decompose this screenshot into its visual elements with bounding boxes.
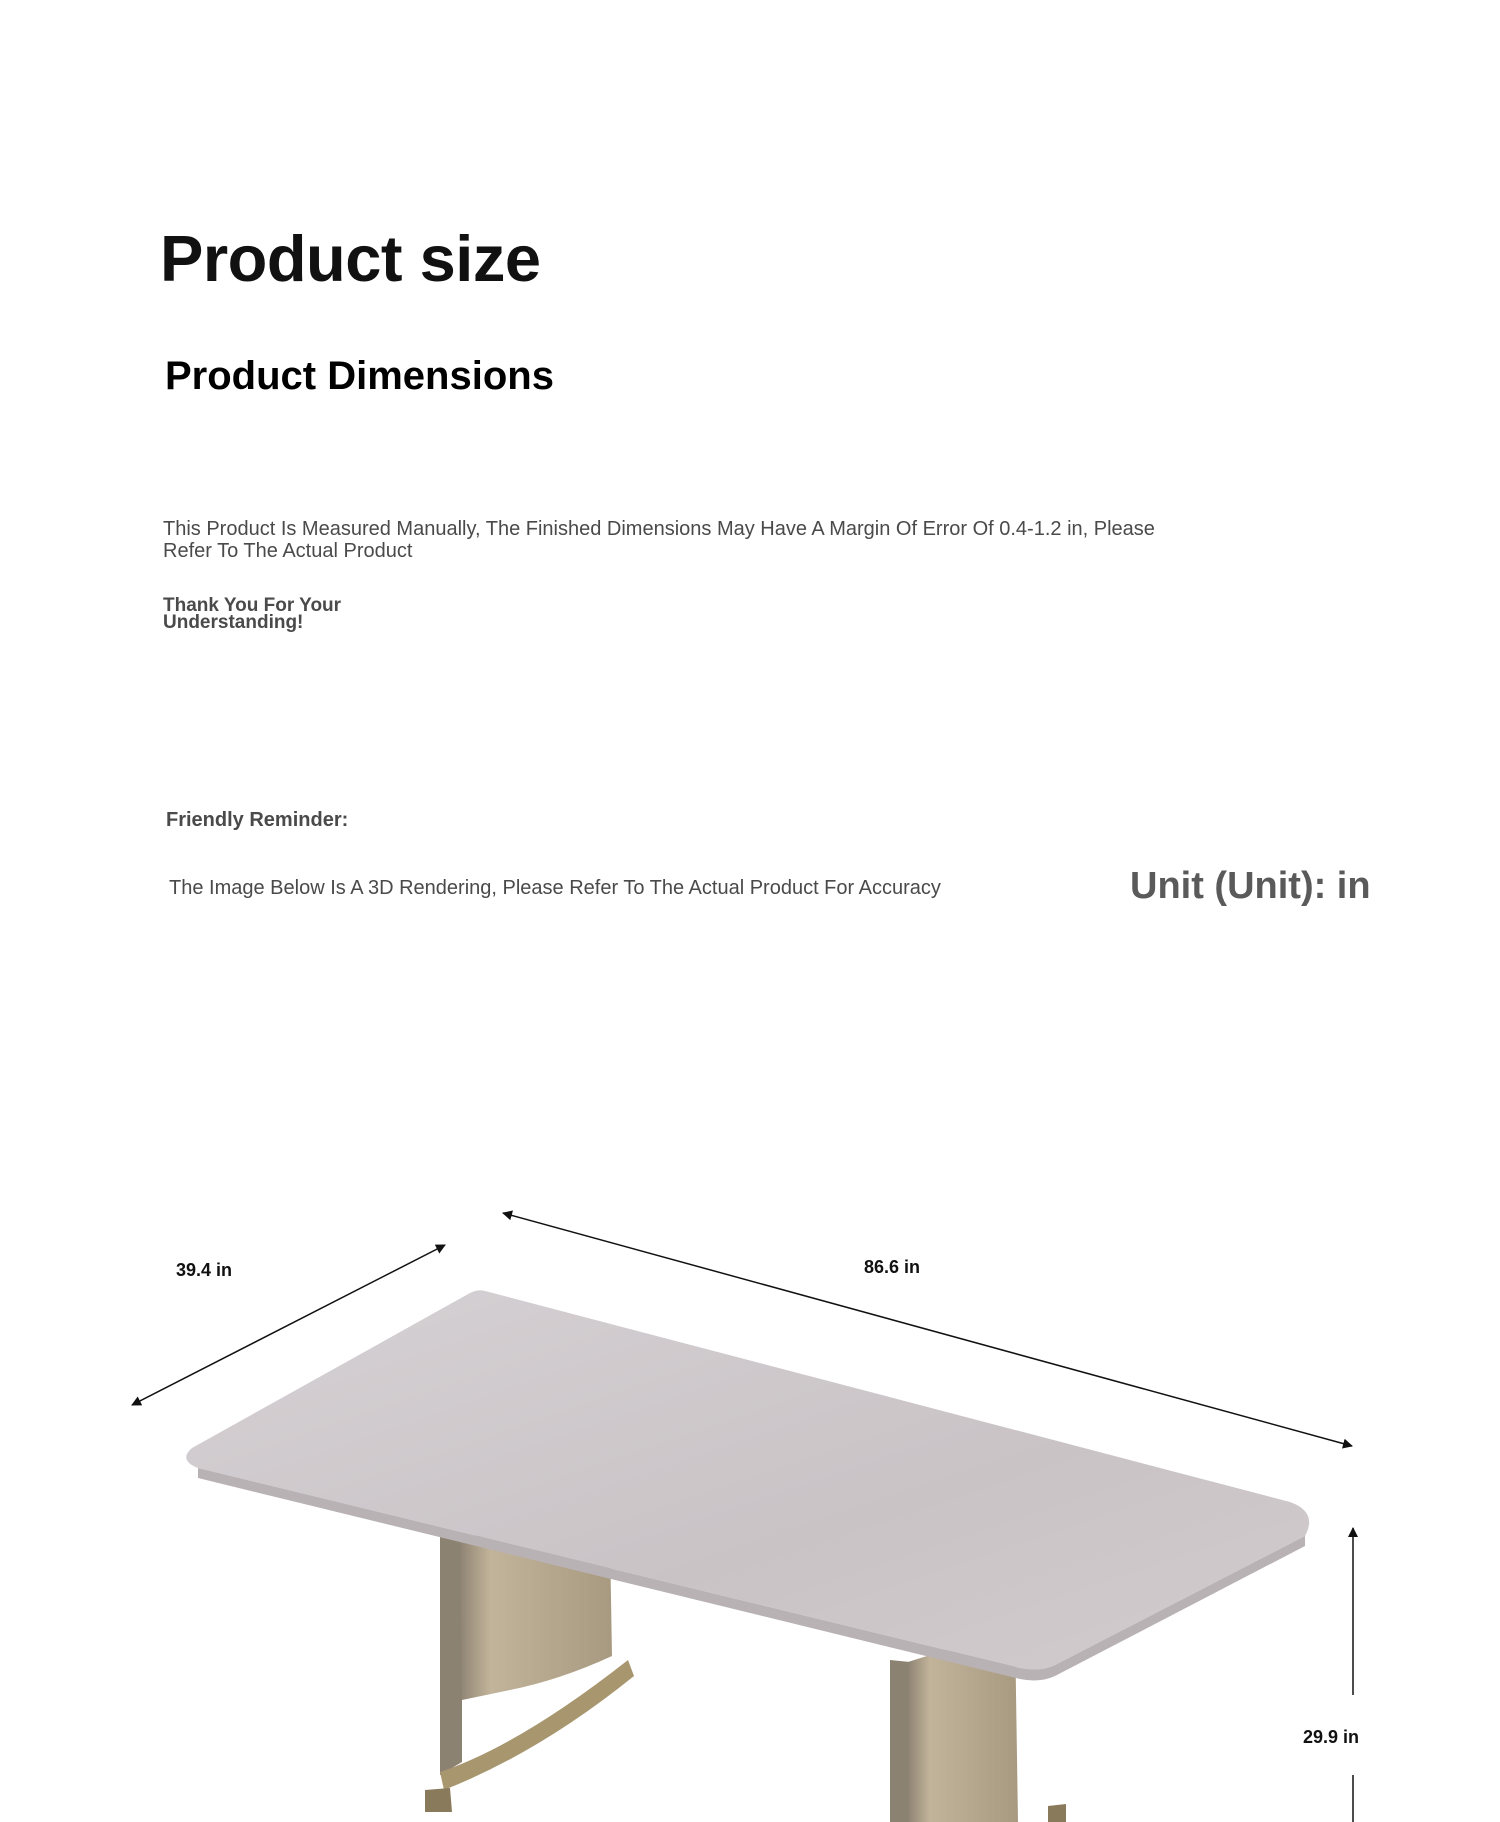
height-label: 29.9 in [1303,1727,1360,1747]
section-heading: Product Dimensions [165,354,554,398]
depth-label: 39.4 in [176,1260,233,1280]
measurement-notice: This Product Is Measured Manually, The Finished Dimensions May Have A Margin Of Error Of 0.4-1.2 in, Please Refer To The Actual Product [163,518,1155,562]
reminder-text: The Image Below Is A 3D Rendering, Please Refer To The Actual Product For Accuracy [169,877,941,899]
length-label: 86.6 in [864,1257,921,1277]
reminder-title: Friendly Reminder: [166,809,349,831]
thanks-note: Thank You For Your Understanding! [163,595,342,633]
tabletop [186,1290,1309,1680]
page-title: Product size [160,222,541,295]
unit-label: Unit (Unit): in [1130,865,1371,907]
